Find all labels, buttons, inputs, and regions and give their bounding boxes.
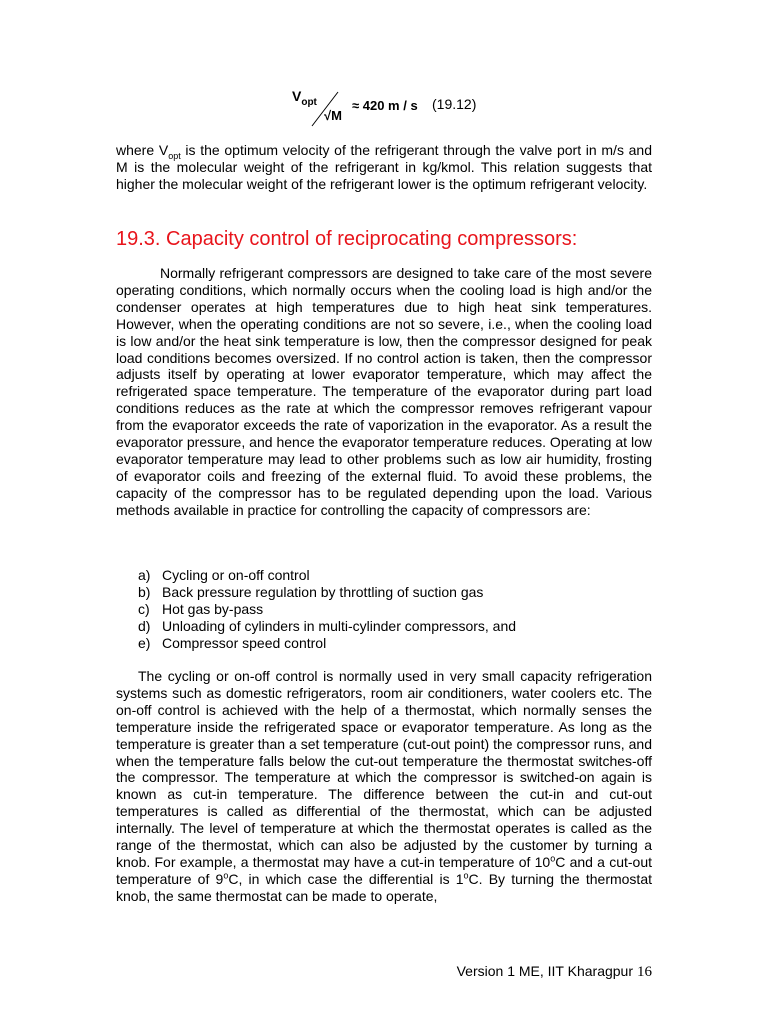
equation-numerator: $V_{opt}$ [292,88,317,108]
list-item: b) Back pressure regulation by throttling of suction gas [138,584,484,600]
equation-denominator: √M [324,108,342,123]
paragraph-optimum-velocity: where $V_{opt}$ is the optimum velocity of the refrigerant through the valve port in m/s and M is the molecular weight of the refrigerant in kg/kmol. This relation suggests that higher the molecular weight of the refrigerant lower is the optimum refrigerant velocity. [116,142,653,192]
equation-rhs: ≈ 420 m / s [352,98,418,113]
section-heading: 19.3. Capacity control of reciprocating compressors: [116,228,578,250]
list-item: c) Hot gas by-pass [138,601,264,617]
list-item: e) Compressor speed control [138,635,327,651]
list-item: d) Unloading of cylinders in multi-cylinder compressors, and [138,618,517,634]
page-number: 16 [637,964,652,980]
footer-label: Version 1 ME, IIT Kharagpur [456,963,633,979]
list-item: a) Cycling or on-off control [138,567,310,583]
equation-number: (19.12) [432,96,477,112]
equation-19-12 [290,88,520,130]
page-footer [457,963,652,981]
paragraph-on-off-control: The cycling or on-off control is normally used in very small capacity refrigeration systems such as domestic refrigerators, room air conditioners, water coolers etc. The on-off control is achieved with the help of a thermostat, which normally senses the temperature inside the refrigerated space or evaporator temperature. As long as the temperature is greater than a set temperature (cut-out point) the compressor runs, and when the temperature falls below the cut-out temperature the thermostat switches-off the compressor. The temperature at which the compressor is switched-on again is known as cut-in temperature. The difference between the cut-in and cut-out temperatures is called as differential of the thermostat, which can be adjusted internally. The level of temperature at which the thermostat operates is called as the range of the thermostat, which can also be adjusted by the customer by turning a knob. For example, a thermostat may have a cut-in temperature of 10$^o$C and a cut-out temperature of 9$^o$C, in which case the differential is 1$^o$C. By turning the thermostat knob, the same thermostat can be made to operate, [116,668,652,904]
methods-list [138,567,516,652]
paragraph-capacity-control: Normally refrigerant compressors are designed to take care of the most severe operating conditions, which normally occurs when the cooling load is high and/or the condenser operates at high temperatures due to high heat sink temperatures. However, when the operating conditions are not so severe, i.e., when the cooling load is low and/or the heat sink temperature is low, then the compressor designed for peak load conditions becomes oversized. If no control action is taken, then the compressor adjusts itself by operating at lower evaporator temperature, which may affect the refrigerated space temperature. The temperature of the evaporator during part load conditions reduces as the rate at which the compressor removes refrigerant vapour from the evaporator exceeds the rate of vaporization in the evaporator. As a result the evaporator pressure, and hence the evaporator temperature reduces. Operating at low evaporator temperature may lead to other problems such as low air humidity, frosting of evaporator coils and freezing of the external fluid. To avoid these problems, the capacity of the compressor has to be regulated depending upon the load. Various methods available in practice for controlling the capacity of compressors are: [116,265,652,518]
